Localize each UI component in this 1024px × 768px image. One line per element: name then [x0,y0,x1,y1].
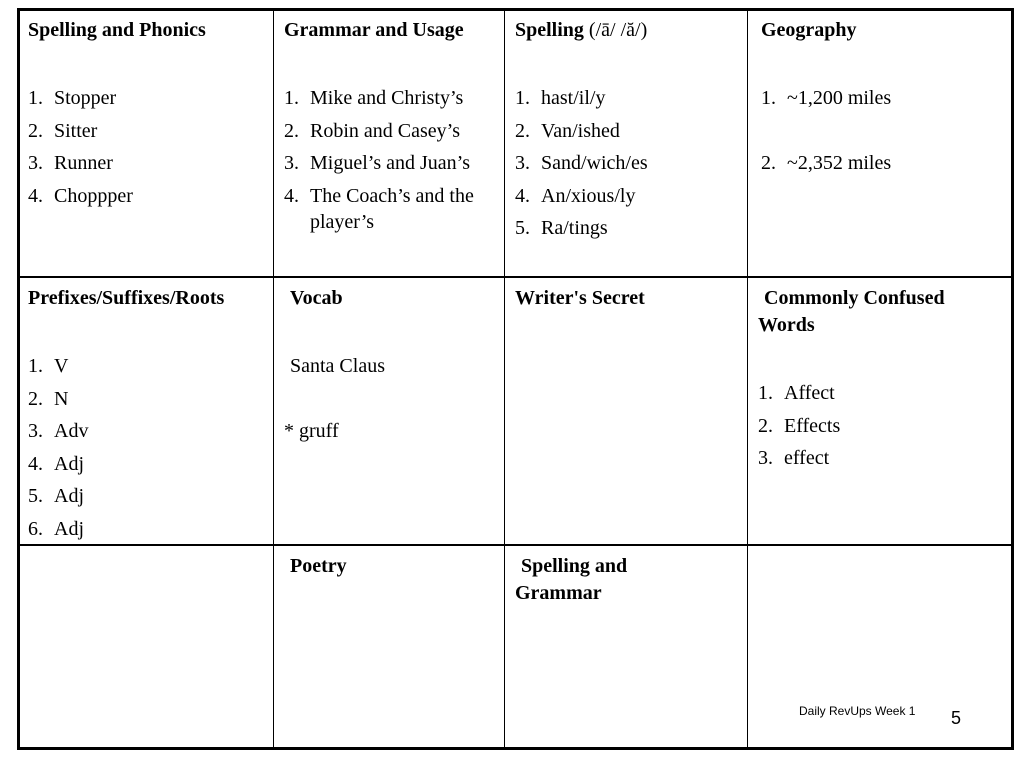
list-item: 2. Sitter [28,119,98,142]
list-item: 2. N [28,387,69,410]
list-item: 1. Mike and Christy’s [284,87,464,109]
answer-list [758,377,978,475]
cell-title: Spelling and Phonics [28,19,206,41]
footer-label: Daily RevUps Week 1 [799,704,916,718]
page-number: 5 [951,708,962,728]
revups-table [17,8,1014,750]
row-divider [20,276,1011,278]
list-item: 4. The Coach’s and the player’s [284,184,474,233]
list-item: 3. Runner [28,152,113,175]
list-item: 1. Stopper [28,87,117,109]
cell-spelling-phonics [28,17,268,212]
cell-grammar-usage [284,17,502,235]
list-item: 1. Affect [758,382,835,404]
list-item: 5. Ra/tings [515,217,608,240]
list-item: 6. Adj [28,517,84,540]
list-item: 3. Sand/wich/es [515,152,648,175]
cell-poetry [290,553,502,580]
cell-title: Prefixes/Suffixes/Roots [28,287,225,309]
list-item: 5. Adj [28,485,84,508]
cell-title: Geography [761,19,857,41]
list-item: 4. An/xious/ly [515,184,636,207]
list-item: 3. Adv [28,420,89,443]
list-item: 2. ~2,352 miles [761,152,892,175]
vocab-term: Santa Claus [290,355,385,377]
answer-list [515,82,745,245]
cell-title: Commonly Confused Words [758,287,945,336]
answer-list [761,82,1001,180]
list-item: 4. Choppper [28,184,133,207]
cell-commonly-confused-words [758,285,978,475]
cell-title: Writer's Secret [515,287,645,309]
column-divider [747,11,748,747]
vocab-term: * gruff [284,420,339,443]
answer-list [28,350,268,546]
list-item: 2. Effects [758,414,841,437]
cell-title: Spelling and Grammar [515,555,628,604]
list-item: 2. Van/ished [515,119,620,142]
cell-prefixes-suffixes-roots [28,285,268,546]
list-item: 1. ~1,200 miles [761,87,892,109]
cell-title: Poetry [290,555,347,577]
list-item: 1. hast/il/y [515,87,606,109]
cell-vocab [284,285,502,448]
list-item: 1. V [28,355,69,377]
answer-list [284,82,502,235]
cell-spelling-vowels [515,17,745,245]
answer-list [28,82,268,212]
list-item: 3. Miguel’s and Juan’s [284,152,470,175]
column-divider [273,11,274,747]
list-item: 3. effect [758,447,830,470]
list-item: 2. Robin and Casey’s [284,119,460,142]
list-item: 4. Adj [28,452,84,475]
cell-title: Vocab [290,287,343,309]
cell-title: Grammar and Usage [284,19,464,41]
cell-spelling-grammar [515,553,665,607]
cell-writers-secret [515,285,745,312]
column-divider [504,11,505,747]
cell-title: Spelling (/ā/ /ă/) [515,19,648,41]
cell-geography [761,17,1001,180]
